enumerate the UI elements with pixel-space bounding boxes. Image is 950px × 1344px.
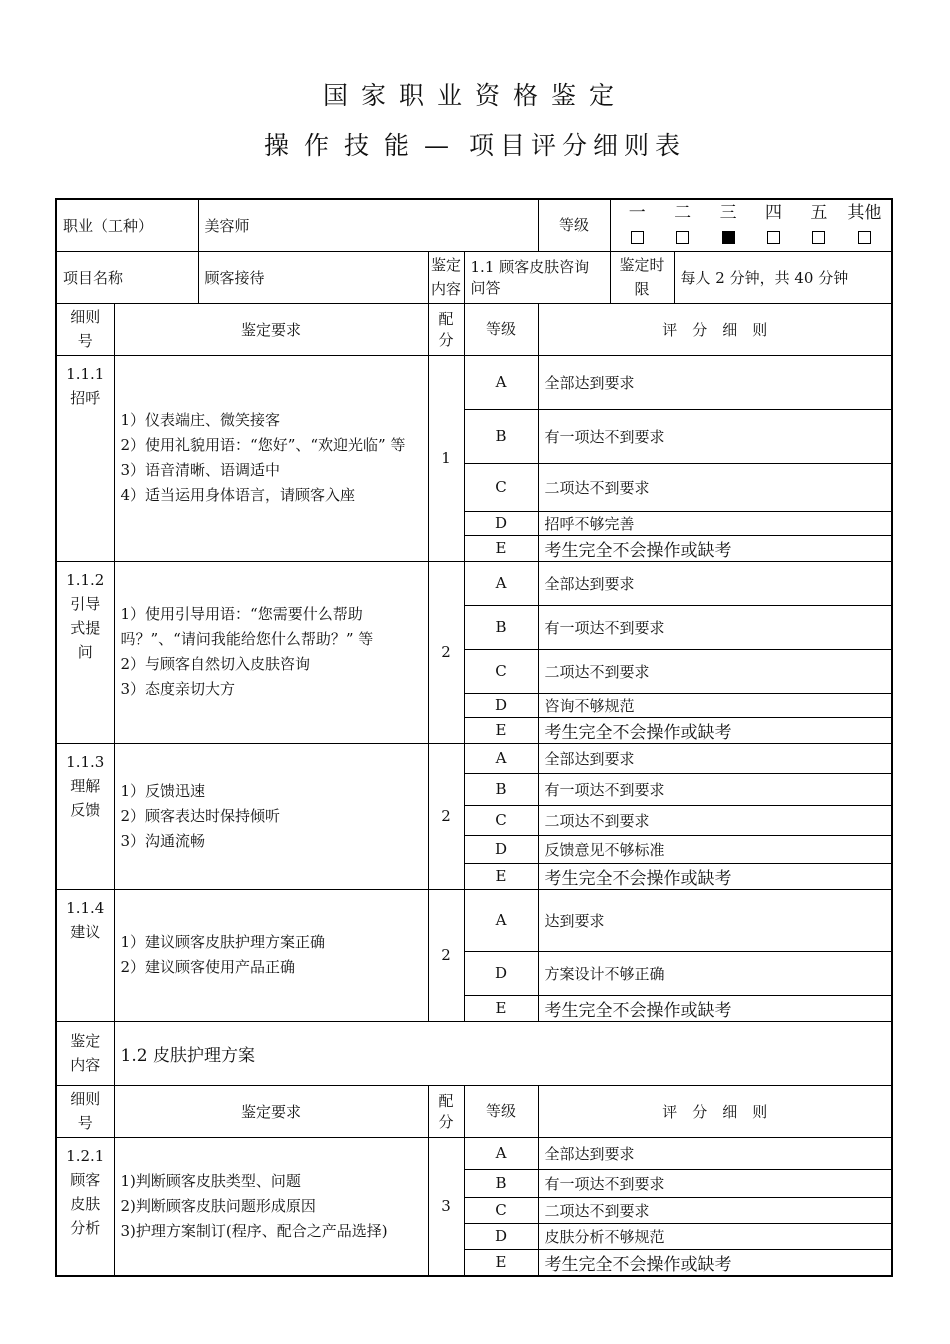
rule-id-line: 1.1.2 <box>66 570 105 589</box>
time-label: 鉴定时限 <box>610 251 674 303</box>
column-requirement: 鉴定要求 <box>114 303 428 355</box>
level-checkbox[interactable] <box>751 225 796 249</box>
rule-id-line: 顾客 <box>70 1170 101 1189</box>
requirement-item: 3）态度亲切大方 <box>120 680 236 698</box>
grade-letter: D <box>464 1223 538 1249</box>
level-checkbox[interactable] <box>796 225 841 249</box>
grade-description: 招呼不够完善 <box>538 511 892 535</box>
grade-letter: C <box>464 805 538 835</box>
level-option[interactable] <box>842 201 887 249</box>
grade-description: 考生完全不会操作或缺考 <box>538 717 892 743</box>
column-rules: 评 分 细 则 <box>538 303 892 355</box>
grade-letter: A <box>464 889 538 951</box>
occupation-row <box>56 199 892 251</box>
score-value: 1 <box>428 355 464 561</box>
requirement-item: 1）仪表端庄、微笑接客 <box>120 411 281 429</box>
rule-id-line: 1.1.4 <box>66 898 105 917</box>
rule-id <box>56 355 114 561</box>
grade-letter: E <box>464 863 538 889</box>
subtitle-part-b: — 项目评分细则表 <box>424 131 686 160</box>
document-title: 国家职业资格鉴定 <box>322 81 627 110</box>
column-id: 细则号 <box>56 303 114 355</box>
occupation-label: 职业（工种） <box>56 199 198 251</box>
grade-letter: D <box>464 693 538 717</box>
occupation-value: 美容师 <box>198 199 538 251</box>
requirement-item: 2)判断顾客皮肤问题形成原因 <box>120 1196 316 1215</box>
document-subtitle <box>0 126 950 162</box>
grade-row <box>56 889 892 951</box>
project-row <box>56 251 892 303</box>
grade-description: 考生完全不会操作或缺考 <box>538 535 892 561</box>
grade-description: 全部达到要求 <box>538 743 892 773</box>
grade-letter: B <box>464 605 538 649</box>
column-requirement: 鉴定要求 <box>114 1085 428 1137</box>
requirement-item: 1)判断顾客皮肤类型、问题 <box>120 1171 301 1190</box>
grade-row <box>56 1137 892 1169</box>
content-value: 1.1 顾客皮肤咨询问答 <box>464 251 610 303</box>
rule-id-line: 反馈 <box>70 800 101 819</box>
score-value: 2 <box>428 743 464 889</box>
grade-letter: A <box>464 561 538 605</box>
content2-label: 鉴定内容 <box>56 1021 114 1085</box>
project-label: 项目名称 <box>56 251 198 303</box>
requirement-item: 2）与顾客自然切入皮肤咨询 <box>120 655 311 673</box>
rule-id-line: 建议 <box>70 922 101 941</box>
empty-box-icon <box>676 231 689 244</box>
requirement-item: 2）顾客表达时保持倾听 <box>120 806 281 825</box>
grade-letter: B <box>464 773 538 805</box>
grade-letter: E <box>464 1249 538 1276</box>
level-option[interactable] <box>751 201 796 249</box>
grade-description: 二项达不到要求 <box>538 805 892 835</box>
column-id: 细则号 <box>56 1085 114 1137</box>
content2-value: 1.2 皮肤护理方案 <box>114 1021 892 1085</box>
rule-id-line: 引导 <box>70 594 101 613</box>
level-option[interactable] <box>796 201 841 249</box>
level-option[interactable] <box>615 201 660 249</box>
grade-letter: A <box>464 355 538 409</box>
empty-box-icon <box>631 231 644 244</box>
rule-id-line: 1.1.3 <box>66 752 105 771</box>
grade-description: 咨询不够规范 <box>538 693 892 717</box>
requirement-item: 1）反馈迅速 <box>120 781 206 800</box>
level-name: 其他 <box>847 203 882 224</box>
requirement-item: 4）适当运用身体语言，请顾客入座 <box>120 486 356 504</box>
grade-row <box>56 743 892 773</box>
grade-description: 皮肤分析不够规范 <box>538 1223 892 1249</box>
checked-box-icon <box>722 231 735 244</box>
grade-letter: E <box>464 535 538 561</box>
grade-description: 二项达不到要求 <box>538 463 892 511</box>
grade-letter: D <box>464 951 538 995</box>
level-selector <box>610 199 892 251</box>
subtitle-part-a: 操作技能 <box>264 131 425 160</box>
rule-id-line: 1.2.1 <box>66 1146 105 1165</box>
column-grade: 等级 <box>464 303 538 355</box>
grade-description: 方案设计不够正确 <box>538 951 892 995</box>
grade-row <box>56 355 892 409</box>
grade-letter: C <box>464 463 538 511</box>
level-checkbox[interactable] <box>660 225 705 249</box>
level-label: 等级 <box>538 199 610 251</box>
requirement-item: 2）建议顾客使用产品正确 <box>120 958 296 976</box>
rule-id-line: 1.1.1 <box>66 364 105 383</box>
grade-letter: E <box>464 717 538 743</box>
grade-description: 全部达到要求 <box>538 561 892 605</box>
score-value: 3 <box>428 1137 464 1276</box>
requirements <box>114 743 428 889</box>
grade-letter: C <box>464 649 538 693</box>
empty-box-icon <box>858 231 871 244</box>
grade-description: 有一项达不到要求 <box>538 1169 892 1197</box>
requirement-item: 3）语音清晰、语调适中 <box>120 461 281 479</box>
grade-row <box>56 561 892 605</box>
column-score: 配分 <box>428 303 464 355</box>
content-label: 鉴定内容 <box>428 251 464 303</box>
grade-letter: B <box>464 409 538 463</box>
level-name: 五 <box>810 203 828 224</box>
empty-box-icon <box>767 231 780 244</box>
requirement-item: 1）建议顾客皮肤护理方案正确 <box>120 933 326 951</box>
rule-id <box>56 561 114 743</box>
grade-description: 达到要求 <box>538 889 892 951</box>
requirements <box>114 1137 428 1276</box>
score-value: 2 <box>428 561 464 743</box>
requirement-item: 3）沟通流畅 <box>120 831 206 850</box>
rule-id <box>56 889 114 1021</box>
grade-letter: D <box>464 511 538 535</box>
level-name: 四 <box>765 203 782 224</box>
level-option[interactable] <box>705 201 750 249</box>
level-checkbox[interactable] <box>705 225 750 249</box>
scoring-table <box>55 198 893 1277</box>
grade-description: 考生完全不会操作或缺考 <box>538 863 892 889</box>
content2-row <box>56 1021 892 1085</box>
grade-description: 考生完全不会操作或缺考 <box>538 1249 892 1276</box>
column-score: 配分 <box>428 1085 464 1137</box>
grade-description: 有一项达不到要求 <box>538 773 892 805</box>
grade-description: 二项达不到要求 <box>538 649 892 693</box>
level-name: 一 <box>628 203 646 224</box>
requirements <box>114 889 428 1021</box>
grade-description: 考生完全不会操作或缺考 <box>538 995 892 1021</box>
level-name: 二 <box>674 203 692 224</box>
level-checkbox[interactable] <box>615 225 660 249</box>
grade-description: 反馈意见不够标准 <box>538 835 892 863</box>
grade-description: 有一项达不到要求 <box>538 409 892 463</box>
grade-letter: E <box>464 995 538 1021</box>
rule-id-line: 式提 <box>70 618 101 637</box>
column-header-row <box>56 303 892 355</box>
rule-id-line: 皮肤 <box>70 1194 101 1213</box>
column-grade: 等级 <box>464 1085 538 1137</box>
level-name: 三 <box>719 203 737 224</box>
grade-description: 二项达不到要求 <box>538 1197 892 1223</box>
rule-id-line: 分析 <box>70 1218 101 1237</box>
grade-description: 有一项达不到要求 <box>538 605 892 649</box>
empty-box-icon <box>812 231 825 244</box>
requirement-item: 1）使用引导用语：“您需要什么帮助吗？”、“请问我能给您什么帮助？” 等 <box>120 605 374 648</box>
requirement-item: 2）使用礼貌用语：“您好”、“欢迎光临” 等 <box>120 436 406 454</box>
rule-id-line: 理解 <box>70 776 101 795</box>
project-value: 顾客接待 <box>198 251 428 303</box>
time-value: 每人 2 分钟，共 40 分钟 <box>674 251 892 303</box>
grade-letter: B <box>464 1169 538 1197</box>
requirements <box>114 561 428 743</box>
level-checkbox[interactable] <box>842 225 887 249</box>
score-value: 2 <box>428 889 464 1021</box>
rule-id <box>56 1137 114 1276</box>
requirements <box>114 355 428 561</box>
grade-letter: A <box>464 743 538 773</box>
column-rules: 评 分 细 则 <box>538 1085 892 1137</box>
grade-description: 全部达到要求 <box>538 355 892 409</box>
column-header-row <box>56 1085 892 1137</box>
grade-letter: D <box>464 835 538 863</box>
rule-id <box>56 743 114 889</box>
rule-id-line: 招呼 <box>70 388 101 407</box>
grade-letter: C <box>464 1197 538 1223</box>
grade-letter: A <box>464 1137 538 1169</box>
level-option[interactable] <box>660 201 705 249</box>
requirement-item: 3)护理方案制订(程序、配合之产品选择) <box>120 1221 388 1240</box>
rule-id-line: 问 <box>77 642 93 661</box>
grade-description: 全部达到要求 <box>538 1137 892 1169</box>
